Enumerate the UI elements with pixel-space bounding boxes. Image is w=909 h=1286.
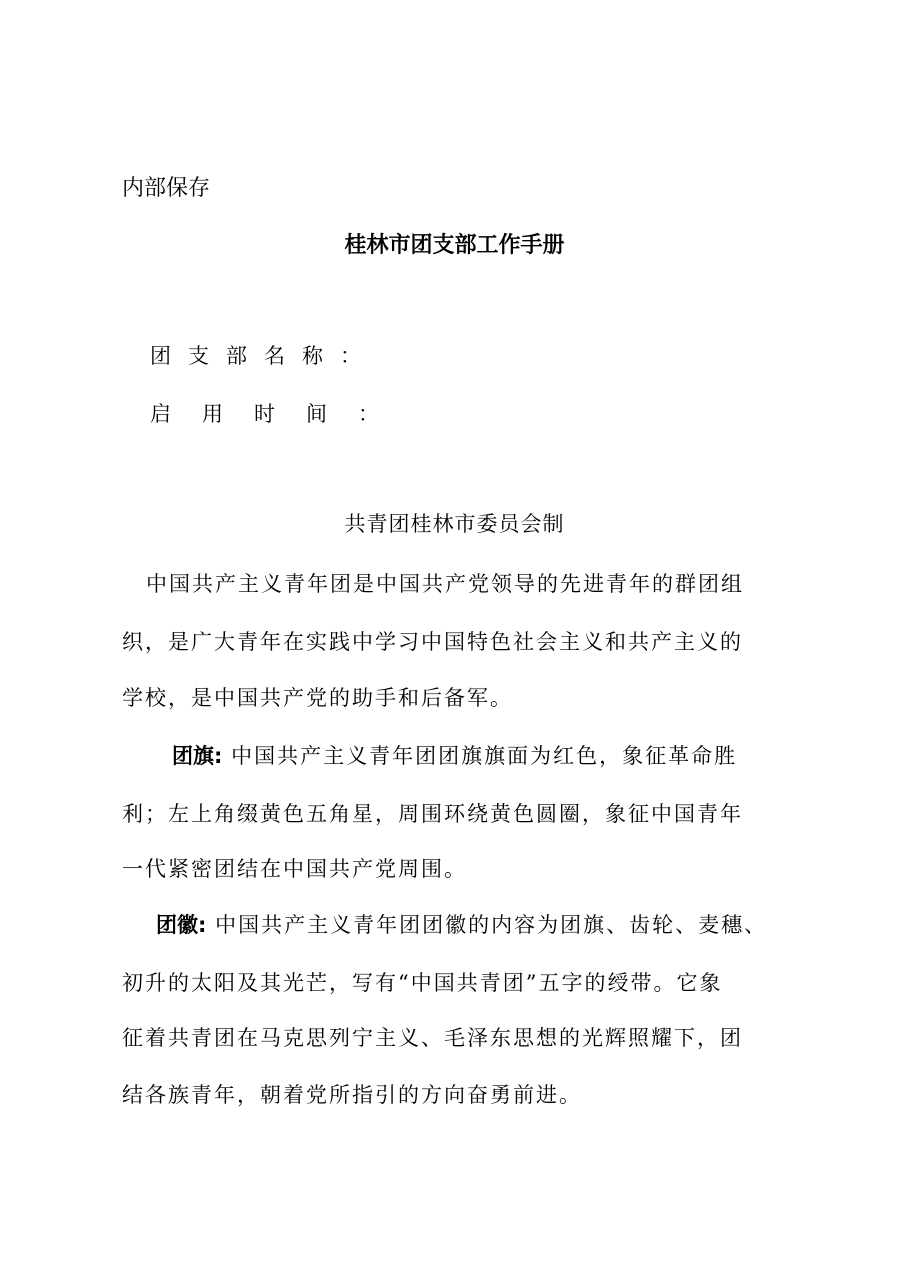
- flag-label: 团旗:: [172, 744, 223, 768]
- confidential-stamp: 内部保存: [122, 176, 211, 201]
- branch-name-field: 团支部名称：: [150, 344, 378, 368]
- intro-line-2: 织，是广大青年在实践中学习中国特色社会主义和共产主义的: [122, 630, 743, 654]
- flag-line-3: 一代紧密团结在中国共产党周围。: [122, 857, 467, 881]
- emblem-line-3: 征着共青团在马克思列宁主义、毛泽东思想的光辉照耀下，团: [122, 1026, 743, 1050]
- emblem-text-1: 中国共产主义青年团团徽的内容为团旗、齿轮、麦穗、: [206, 913, 768, 937]
- issuer-line: 共青团桂林市委员会制: [344, 512, 565, 536]
- document-title: 桂林市团支部工作手册: [344, 232, 565, 258]
- intro-line-1: 中国共产主义青年团是中国共产党领导的先进青年的群团组: [146, 572, 744, 596]
- start-time-field: 启用时间：: [150, 402, 410, 426]
- emblem-label: 团徽:: [156, 913, 207, 937]
- flag-text-1: 中国共产主义青年团团旗旗面为红色，象征革命胜: [222, 744, 738, 768]
- emblem-line-4: 结各族青年，朝着党所指引的方向奋勇前进。: [122, 1083, 582, 1107]
- flag-line-1: [172, 740, 737, 770]
- emblem-line-1: [156, 909, 767, 939]
- intro-line-3: 学校，是中国共产党的助手和后备军。: [122, 686, 513, 710]
- emblem-line-2: 初升的太阳及其光芒，写有“中国共青团”五字的绶带。它象: [122, 971, 723, 995]
- flag-line-2: 利；左上角缀黄色五角星，周围环绕黄色圆圈，象征中国青年: [122, 802, 743, 826]
